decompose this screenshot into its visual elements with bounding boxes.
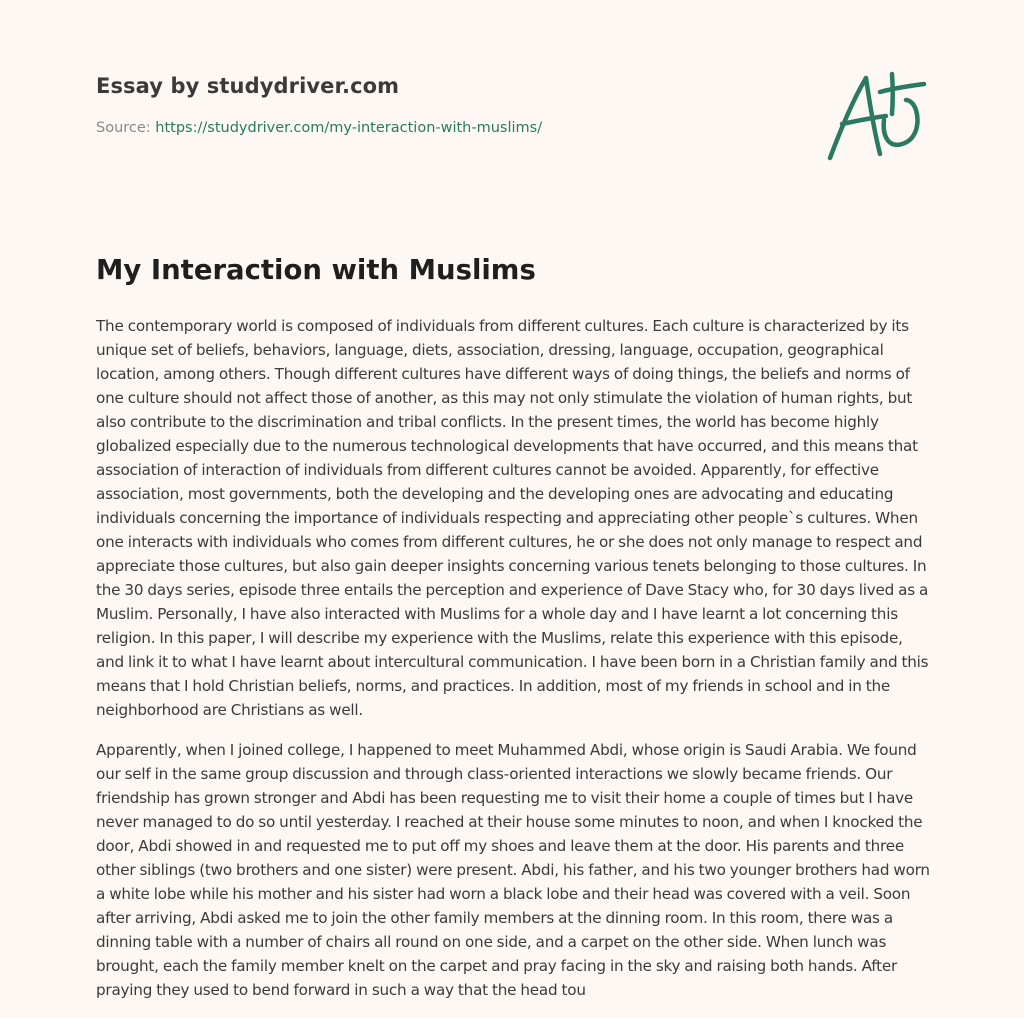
essay-paragraph: Apparently, when I joined college, I happened to meet Muhammed Abdi, whose origin is Saudi Arabia. We found our self in the same group discussion and through class-oriented interactions we slowly became friends. Our friendship has grown stronger and Abdi has been requesting me to visit their home a couple of times but I have never managed to do so until yesterday. I reached at their house some minutes to noon, and when I knocked the door, Abdi showed in and requested me to put off my shoes and leave them at the door. His parents and three other siblings (two brothers and one sister) were present. Abdi, his father, and his two younger brothers had worn a white lobe while his mother and his sister had worn a black lobe and their head was covered with a veil. Soon after arriving, Abdi asked me to join the other family members at the dinning room. In this room, there was a dinning table with a number of chairs all round on one side, and a carpet on the other side. When lunch was brought, each the family member knelt on the carpet and pray facing in the sky and raising both hands. After praying they used to bend forward in such a way that the head tou xyxy=(96,741,930,999)
essay-body xyxy=(96,314,930,1018)
source-label: Source: xyxy=(96,120,156,136)
a-plus-logo-icon xyxy=(820,66,930,166)
source-link[interactable]: https://studydriver.com/my-interaction-with-muslims/ xyxy=(155,120,543,136)
essay-paragraph: The contemporary world is composed of individuals from different cultures. Each culture is characterized by its unique set of beliefs, behaviors, language, diets, association, dressing, language, occupation, geographical location, among others. Though different cultures have different ways of doing things, the beliefs and norms of one culture should not affect those of another, as this may not only stimulate the violation of human rights, but also contribute to the discrimination and tribal conflicts. In the present times, the world has become highly globalized especially due to the numerous technological developments that have occurred, and this means that association of interaction of individuals from different cultures cannot be avoided. Apparently, for effective association, most governments, both the developing and the developing ones are advocating and educating individuals concerning the importance of individuals respecting and appreciating other people`s cultures. When one interacts with individuals who comes from different cultures, he or she does not only manage to respect and appreciate those cultures, but also gain deeper insights concerning various tenets belonging to those cultures. In the 30 days series, episode three entails the perception and experience of Dave Stacy who, for 30 days lived as a Muslim. Personally, I have also interacted with Muslims for a whole day and I have learnt a lot concerning this religion. In this paper, I will describe my experience with the Muslims, relate this experience with this episode, and link it to what I have learnt about intercultural communication. I have been born in a Christian family and this means that I hold Christian beliefs, norms, and practices. In addition, most of my friends in school and in the neighborhood are Christians as well. xyxy=(96,317,929,719)
site-title: Essay by studydriver.com xyxy=(96,74,400,98)
essay-title: My Interaction with Muslims xyxy=(96,254,536,286)
essay-header xyxy=(96,74,796,136)
source-line xyxy=(96,120,796,136)
